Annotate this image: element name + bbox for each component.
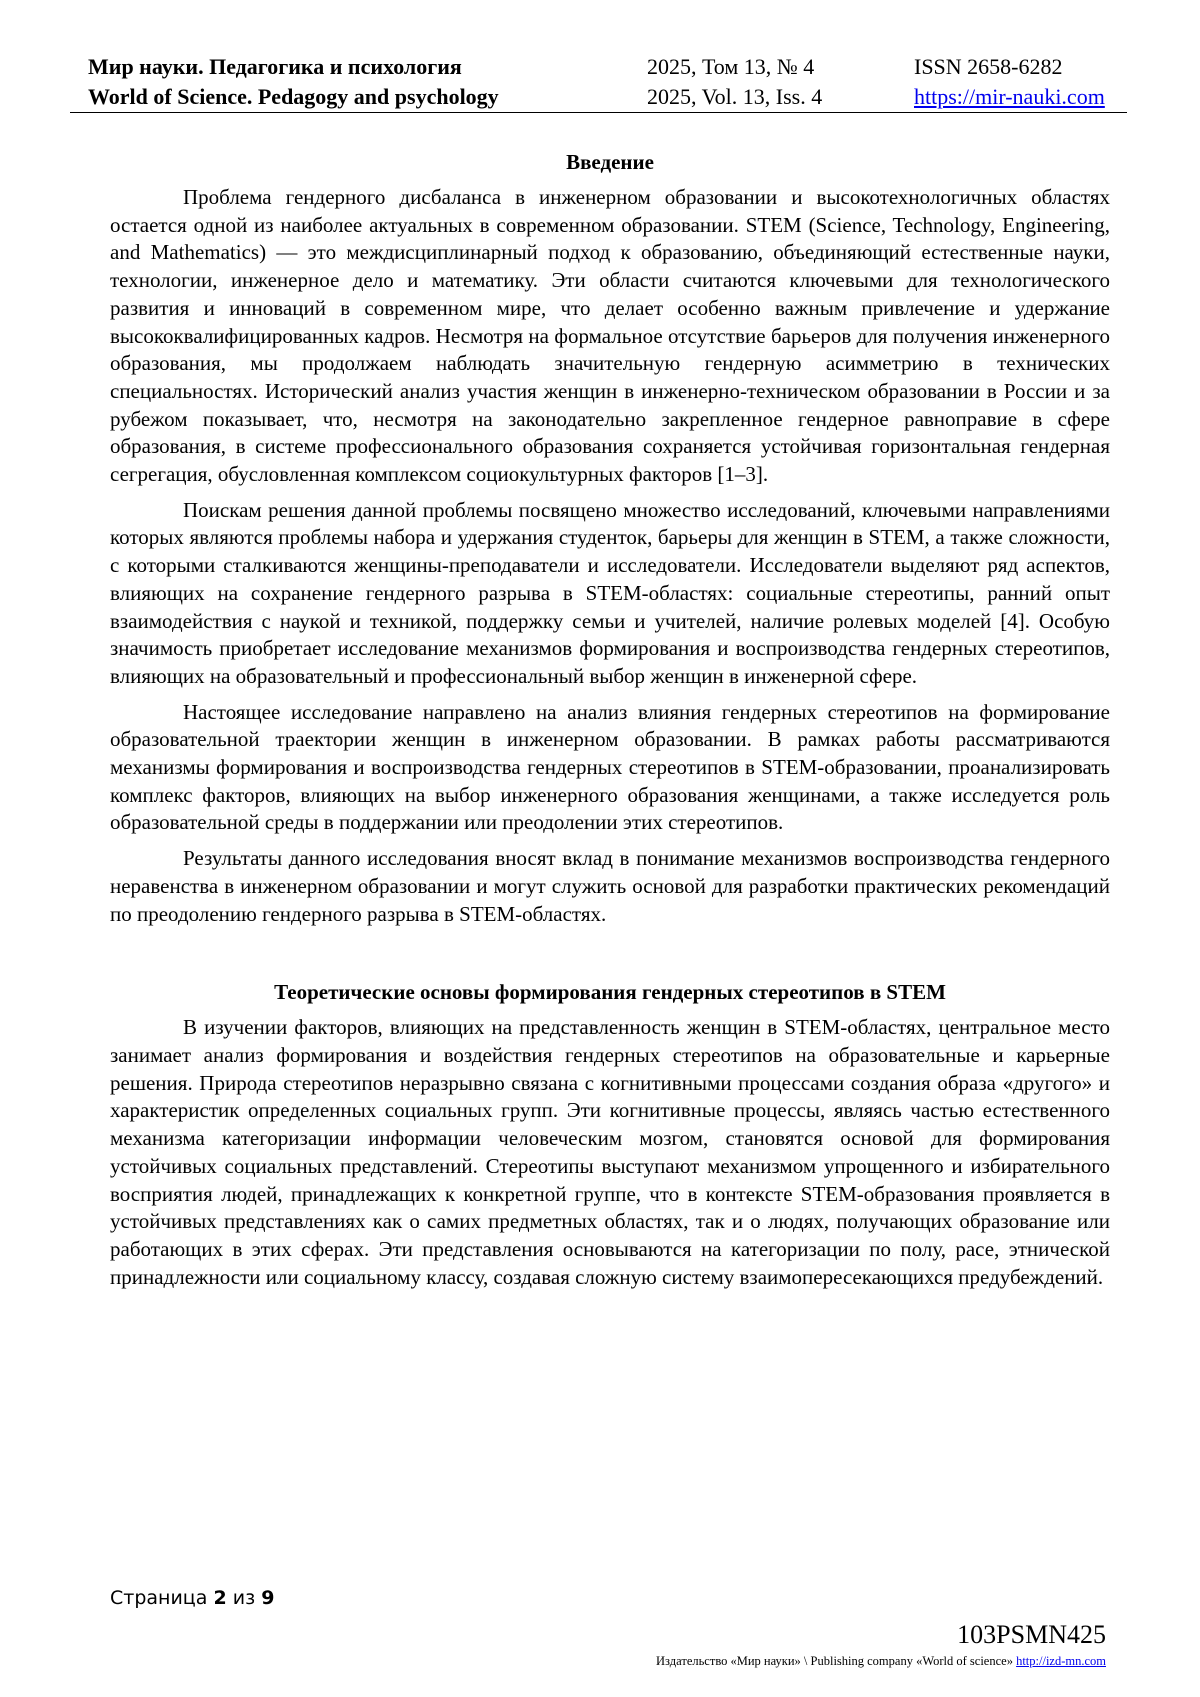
paragraph: В изучении факторов, влияющих на представленность женщин в STEM-областях, центральное место занимает анализ формирования и воздействия гендерных стереотипов на образовательные и карьерные решения. Природа стереотипов неразрывно связана с когнитивными процессами создания образа «другого» и характеристик определенных социальных групп. Эти когнитивные процессы, являясь частью естественного механизма категоризации информации человеческим мозгом, становятся основой для формирования устойчивых социальных представлений. Стереотипы выступают механизмом упрощенного и избирательного восприятия людей, принадлежащих к конкретной группе, что в контексте STEM-образования проявляется в устойчивых представлениях как о самих предметных областях, так и о людях, получающих образование или работающих в этих сферах. Эти представления основываются на категоризации по полу, расе, этнической принадлежности или социальному классу, создавая сложную систему взаимопересекающихся предубеждений. <box>110 1015 1110 1289</box>
issue-ru: 2025, Том 13, № 4 <box>647 54 815 79</box>
journal-title-block <box>88 52 499 112</box>
publisher-text: Издательство «Мир науки» \ Publishing company «World of science» <box>656 1654 1013 1668</box>
section-title-introduction: Введение <box>566 150 654 174</box>
page-header <box>70 52 1127 113</box>
paragraph: Настоящее исследование направлено на анализ влияния гендерных стереотипов на формирование образовательной траектории женщин в инженерном образовании. В рамках работы рассматриваются механизмы формирования и воспроизводства гендерных стереотипов в STEM-образовании, проанализировать комплекс факторов, влияющих на выбор инженерного образования женщинами, а также исследуется роль образовательной среды в поддержании или преодолении этих стереотипов. <box>110 699 1110 835</box>
page-total: 9 <box>261 1587 275 1609</box>
journal-title-en: World of Science. Pedagogy and psychology <box>88 84 499 109</box>
issn: ISSN 2658-6282 <box>914 54 1063 79</box>
publisher-line <box>656 1653 1106 1669</box>
page-current: 2 <box>213 1587 227 1609</box>
publisher-link[interactable]: http://izd-mn.com <box>1016 1654 1106 1668</box>
issue-block <box>647 52 822 112</box>
paragraph: Результаты данного исследования вносят вклад в понимание механизмов воспроизводства гендерного неравенства в инженерном образовании и могут служить основой для разработки практических рекомендаций по преодолению гендерного разрыва в STEM-областях. <box>110 846 1110 926</box>
journal-site-link[interactable]: https://mir-nauki.com <box>914 84 1105 109</box>
section-spacer <box>110 936 1110 978</box>
article-code: 103PSMN425 <box>957 1620 1106 1649</box>
section-title-theory: Теоретические основы формирования гендерных стереотипов в STEM <box>274 980 946 1005</box>
issue-en: 2025, Vol. 13, Iss. 4 <box>647 84 823 109</box>
page-label: Страница <box>110 1587 208 1609</box>
issn-block <box>914 52 1105 112</box>
page-counter <box>110 1586 274 1610</box>
paragraph: Поискам решения данной проблемы посвящено множество исследований, ключевыми направлениями которых являются проблемы набора и удержания студенток, барьеры для женщин в STEM, а также сложности, с которыми сталкиваются женщины-преподаватели и исследователи. Исследователи выделяют ряд аспектов, влияющих на сохранение гендерного разрыва в STEM-областях: социальные стереотипы, ранний опыт взаимодействия с наукой и техникой, поддержку семьи и учителей, наличие ролевых моделей [4]. Особую значимость приобретает исследование механизмов формирования и воспроизводства гендерных стереотипов, влияющих на образовательный и профессиональный выбор женщин в инженерной сфере. <box>110 497 1110 688</box>
journal-title-ru: Мир науки. Педагогика и психология <box>88 54 462 79</box>
paragraph: Проблема гендерного дисбаланса в инженерном образовании и высокотехнологичных областях остается одной из наиболее актуальных в современном образовании. STEM (Science, Technology, Engineering, and Mathematics) — это междисциплинарный подход к образованию, объединяющий естественные науки, технологии, инженерное дело и математику. Эти области считаются ключевыми для технологического развития и инноваций в современном мире, что делает особенно важным привлечение и удержание высококвалифицированных кадров. Несмотря на формальное отсутствие барьеров для получения инженерного образования, мы продолжаем наблюдать значительную гендерную асимметрию в технических специальностях. Исторический анализ участия женщин в инженерно-техническом образовании в России и за рубежом показывает, что, несмотря на законодательно закрепленное гендерное равноправие в сфере образования, в системе профессионального образования сохраняется устойчивая горизонтальная гендерная сегрегация, обусловленная комплексом социокультурных факторов [1–3]. <box>110 185 1110 487</box>
page-of: из <box>232 1587 256 1609</box>
article-body <box>110 148 1110 1299</box>
